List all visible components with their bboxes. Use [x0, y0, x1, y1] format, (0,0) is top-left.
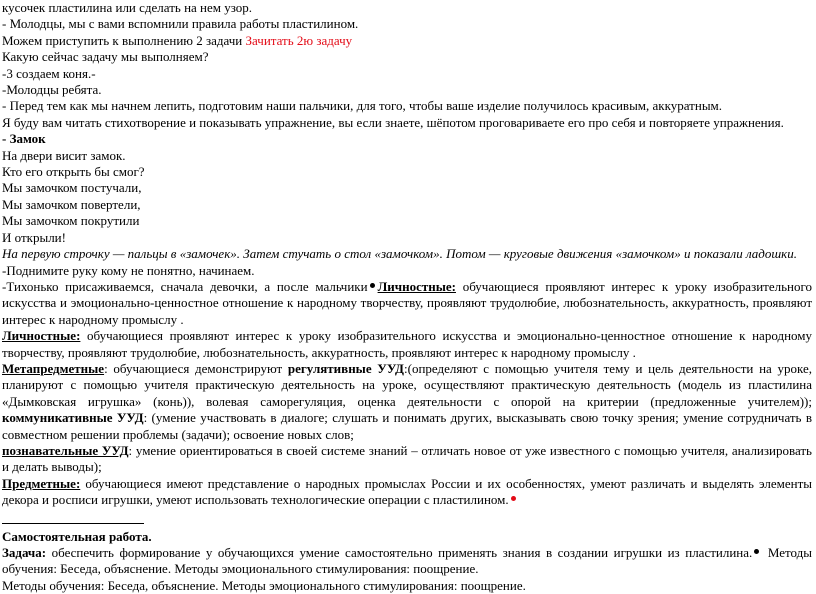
intro-praise: -Молодцы ребята. [2, 82, 102, 98]
cognitive-text: : умение ориентироваться в своей системе знаний – отличать новое от уже известного с помощью учителя, анализировать и делать выводы); [2, 442, 812, 475]
meta-text-2: :(определяют с помощью учителя тему и цель деятельности на уроке, планируют с помощью учителя практическую деятельность на уроке, осуществляют практическую деятельность (модель из пластилина «Дымковская игрушка» (конь)), волевая саморегуляция, оценка деятельности с опорой на критерии (предложенные учителем)); [2, 360, 813, 409]
poem-line-6: И открыли! [2, 229, 66, 245]
personal-text: обучающиеся проявляют интерес к уроку изобразительного искусства и эмоционально-ценностное отношение к народному творчеству, проявляют трудолюбие, любознательность, аккуратность, проявляют интерес к народному промыслу . [2, 278, 813, 327]
personal-paragraph [2, 328, 812, 361]
after-paragraph [2, 279, 812, 328]
poem-title: - Замок [2, 131, 46, 147]
cognitive-label: познавательные УУД [2, 442, 129, 458]
task-2-red-note: Зачитать 2ю задачу [245, 32, 353, 48]
regulatory-label: регулятивные УУД [287, 360, 405, 376]
intro-line-3 [2, 33, 812, 49]
task-text: обеспечить формирование у обучающихся умение самостоятельно применять знания в создании игрушки из пластилина. [46, 545, 753, 560]
intro-question: Какую сейчас задачу мы выполняем? [2, 49, 209, 65]
meta-label: Метапредметные [2, 360, 105, 376]
cognitive-paragraph [2, 443, 812, 476]
after-line-1: -Поднимите руку кому не понятно, начинаем. [2, 262, 255, 278]
subject-paragraph [2, 476, 812, 509]
section-divider [2, 523, 144, 524]
methods-line: Методы обучения: Беседа, объяснение. Методы эмоционального стимулирования: поощрение. [2, 577, 526, 593]
subject-text: обучающиеся имеют представление о народных промыслах России и их особенностях, умеют различать и выделять элементы декора и росписи игрушки, умеют использовать технологические операции с пластилином. [2, 475, 812, 508]
intro-answer: -3 создаем коня.- [2, 65, 96, 81]
intro-line-2: - Молодцы, мы с вами вспомнили правила работы пластилином. [2, 16, 359, 32]
intro-instruction: Я буду вам читать стихотворение и показывать упражнение, вы если знаете, шёпотом проговариваете его про себя и повторяете упражнения. [2, 114, 784, 130]
red-bullet-icon [511, 496, 516, 501]
poem-line-1: На двери висит замок. [2, 147, 126, 163]
bullet-icon-2 [754, 549, 759, 554]
meta-text-1: : обучающиеся демонстрируют [104, 360, 288, 376]
poem-line-2: Кто его открыть бы смог? [2, 164, 145, 180]
poem-line-4: Мы замочком повертели, [2, 196, 141, 212]
meta-paragraph [2, 361, 812, 443]
subject-label: Предметные: [2, 475, 81, 491]
poem-line-5: Мы замочком покрутили [2, 213, 140, 229]
personal-label-2: Личностные: [2, 328, 81, 344]
poem-instruction: На первую строчку — пальцы в «замочек». Затем стучать о стол «замочком». Потом — круговые движения «замочком» и показали ладошки. [2, 246, 798, 262]
communicative-label: коммуникативные УУД [2, 410, 144, 426]
intro-line-3-text: Можем приступить к выполнению 2 задачи [2, 32, 246, 48]
methods-inline: Методы обучения: Беседа, объяснение. Методы эмоционального стимулирования: поощрение. [2, 545, 812, 577]
task-label: Задача: [2, 545, 47, 560]
poem-line-3: Мы замочком постучали, [2, 180, 142, 196]
after-line-2-text: -Тихонько присаживаемся, сначала девочки, а после мальчики [2, 278, 368, 294]
intro-warmup: - Перед тем как мы начнем лепить, подготовим наши пальчики, для того, чтобы ваше изделие получилось красивым, аккуратным. [2, 98, 723, 114]
work-task-paragraph [2, 545, 812, 578]
meta-text-3: : (умение участвовать в диалоге; слушать и понимать других, высказывать свою точку зрения; умение сотрудничать в совместном решении проблемы (задачи); освоение новых слов; [2, 410, 812, 442]
personal-text-2: обучающиеся проявляют интерес к уроку изобразительного искусства и эмоционально-ценностное отношение к народному творчеству, проявляют трудолюбие, любознательность, аккуратность, проявляют интерес к народному промыслу . [2, 328, 812, 360]
work-title: Самостоятельная работа. [2, 528, 152, 544]
personal-label: Личностные: [377, 278, 456, 294]
bullet-icon [370, 283, 375, 288]
intro-line-1: кусочек пластилина или сделать на нем узор. [2, 0, 253, 15]
